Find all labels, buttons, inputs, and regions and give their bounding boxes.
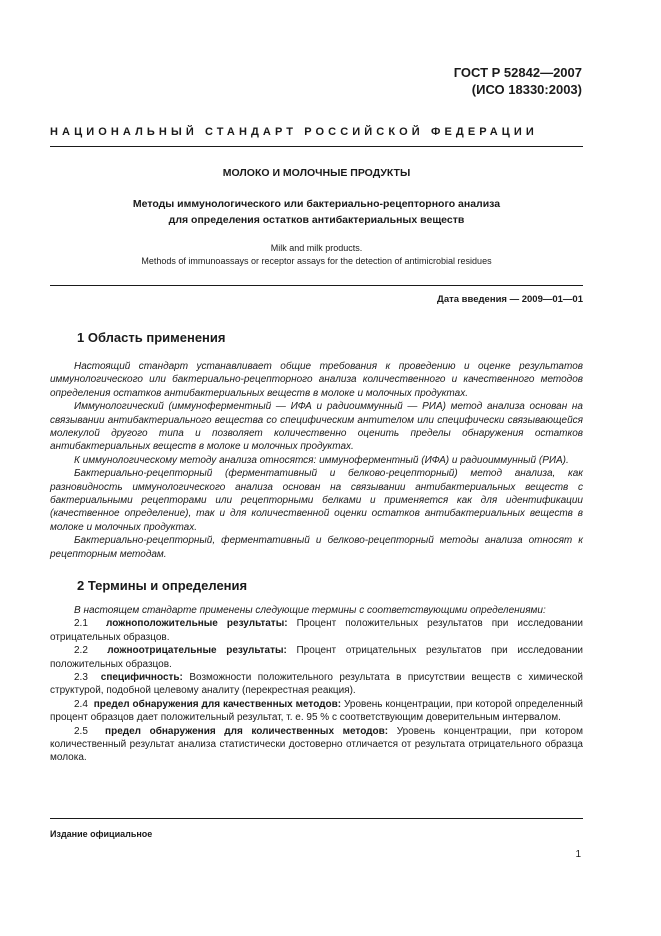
- term-number: 2.2: [74, 645, 88, 657]
- term-number: 2.1: [74, 618, 88, 630]
- term-definition: Процент отрицательных результатов при исследовании положительных образцов.: [50, 645, 583, 670]
- standard-number-block: [454, 64, 582, 98]
- header-rule: [50, 146, 583, 147]
- document-title: МОЛОКО И МОЛОЧНЫЕ ПРОДУКТЫ: [222, 167, 411, 179]
- section-heading: 1 Область применения: [77, 330, 226, 345]
- footer-rule: [50, 818, 583, 819]
- english-title: [50, 242, 583, 268]
- iso-number: (ИСО 18330:2003): [471, 82, 582, 97]
- term-entry: [50, 644, 583, 671]
- edition-label: Издание официальное: [50, 829, 153, 839]
- subtitle-line: Методы иммунологического или бактериально-рецепторного анализа: [132, 198, 501, 210]
- page-number: 1: [575, 849, 581, 860]
- term-number: 2.5: [74, 725, 88, 737]
- section-body: [50, 360, 583, 561]
- term-entry: [50, 725, 583, 765]
- title-rule: [50, 285, 583, 286]
- term-definition: Процент положительных результатов при исследовании отрицательных образцов.: [50, 618, 583, 643]
- term-number: 2.4: [74, 698, 88, 710]
- term-entry: [50, 617, 583, 644]
- term-definition: Возможности положительного результата в присутствии веществ с химической структурой, подобной целевому аналиту (перекрестная реакция).: [50, 672, 583, 697]
- term-name: ложноположительные результаты:: [105, 618, 288, 630]
- terms-intro: В настоящем стандарте применены следующие термины с соответствующими определениями:: [74, 605, 546, 616]
- document-subtitle: [50, 196, 583, 228]
- paragraph: К иммунологическому методу анализа относятся: иммуноферментный (ИФА) и радиоиммунный (РИА).: [74, 454, 569, 466]
- english-title-line: Methods of immunoassays or receptor assays for the detection of antimicrobial residues: [141, 256, 492, 266]
- term-name: ложноотрицательные результаты:: [107, 645, 287, 657]
- term-definition: Уровень концентрации, при котором количественный результат анализа статистически достоверно отличается от результата отрицательного образца молока.: [50, 725, 583, 764]
- terms-body: [50, 604, 583, 765]
- term-name: предел обнаружения для количественных методов:: [105, 725, 389, 737]
- term-number: 2.3: [74, 672, 88, 684]
- national-standard-banner: НАЦИОНАЛЬНЫЙ СТАНДАРТ РОССИЙСКОЙ ФЕДЕРАЦИИ: [50, 126, 538, 138]
- subtitle-line: для определения остатков антибактериальных веществ: [168, 214, 465, 226]
- term-entry: [50, 698, 583, 725]
- term-entry: [50, 671, 583, 698]
- paragraph: Бактериально-рецепторный (ферментативный и белково-рецепторный) метод анализа, как разновидность иммунологического анализа основан на связывании антибактериальных веществ с бактериальными рецепторами или рецепторными белками и применяется как для идентификации (качественное определение), так и для количественной оценки остатков антибактериальных веществ в молоке и молочных продуктах.: [50, 468, 583, 533]
- term-name: специфичность:: [100, 672, 183, 684]
- gost-number: ГОСТ Р 52842—2007: [453, 65, 582, 80]
- paragraph: Иммунологический (иммуноферментный — ИФА и радиоиммунный — РИА) метод анализа основан на связывании антибактериального вещества со специфическим антителом или специфически связывающейся молекулой другого типа и позволяет количественно оценить пределы обнаружения остатков антибактериальных веществ в молоке и молочных продуктах.: [50, 401, 583, 453]
- section-heading: 2 Термины и определения: [77, 578, 248, 593]
- english-title-line: Milk and milk products.: [270, 243, 363, 253]
- introduction-date: Дата введения — 2009—01—01: [437, 294, 583, 305]
- term-definition: Уровень концентрации, при которой определенный процент образцов дает положительный результат, т. е. 95 % с соответствующим доверительным интервалом.: [50, 698, 584, 724]
- paragraph: Настоящий стандарт устанавливает общие требования к проведению и оценке результатов иммунологического или бактериально-рецепторного анализа количественного и качественного методов определения остатков антибактериальных веществ в молоке и молочных продуктах.: [50, 361, 583, 399]
- term-name: предел обнаружения для качественных методов:: [93, 698, 342, 710]
- paragraph: Бактериально-рецепторный, ферментативный и белково-рецепторный методы анализа относят к рецепторным методам.: [50, 535, 583, 560]
